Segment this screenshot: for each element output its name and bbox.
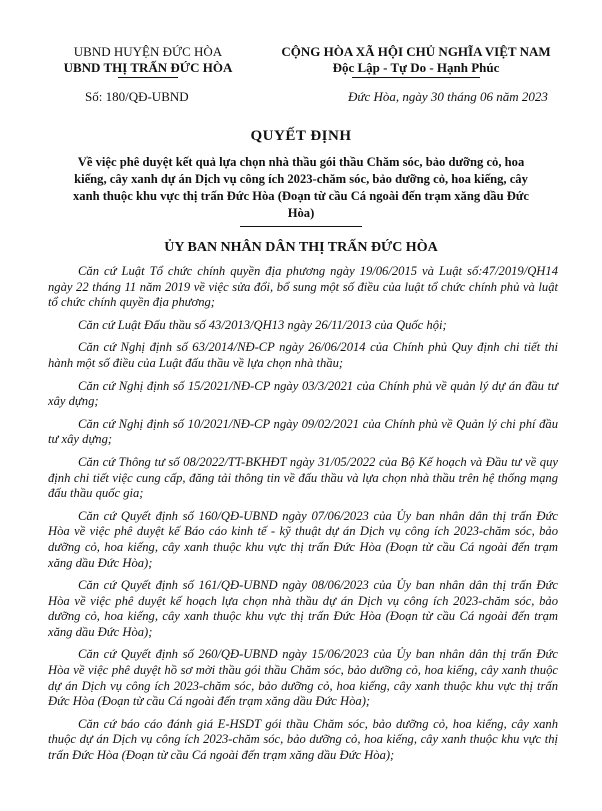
org-line-1: UBND HUYỆN ĐỨC HÒA	[73, 44, 223, 59]
preamble-paragraph: Căn cứ Thông tư số 08/2022/TT-BKHĐT ngày 31/05/2022 của Bộ Kế hoạch và Đầu tư về quy định chi tiết việc cung cấp, đăng tải thông tin về đấu thầu và lựa chọn nhà thầu trên hệ thống mạng đấu thầu quốc gia;	[48, 454, 558, 501]
preamble-paragraph: Căn cứ Nghị định số 15/2021/NĐ-CP ngày 03/3/2021 của Chính phủ về quản lý dự án đầu tư xây dựng;	[48, 378, 558, 409]
national-motto-block	[268, 44, 564, 78]
place-and-date: Đức Hòa, ngày 30 tháng 06 năm 2023	[348, 89, 548, 104]
nation-line-2: Độc Lập - Tự Do - Hạnh Phúc	[332, 60, 500, 75]
preamble-paragraph: Căn cứ Luật Đấu thầu số 43/2013/QH13 ngày 26/11/2013 của Quốc hội;	[78, 317, 447, 332]
document-number: Số: 180/QĐ-UBND	[85, 89, 189, 104]
org-underline	[118, 77, 178, 78]
document-subject: Về việc phê duyệt kết quả lựa chọn nhà thầu gói thầu Chăm sóc, bảo dưỡng cỏ, hoa kiếng, cây xanh dự án Dịch vụ công ích 2023-chăm sóc, bảo dưỡng cỏ, hoa kiếng, cây xanh thuộc khu vực thị trấn Đức Hòa (Đoạn từ cầu Cá ngoài đến trạm xăng dầu Đức Hòa)	[72, 155, 529, 220]
preamble-paragraph: Căn cứ Quyết định số 160/QĐ-UBND ngày 07/06/2023 của Ủy ban nhân dân thị trấn Đức Hòa về việc phê duyệt kế Báo cáo kinh tế - kỹ thuật dự án Dịch vụ công ích 2023-chăm sóc, bảo dưỡng cỏ, hoa kiếng, cây xanh thuộc khu vực thị trấn Đức Hòa (Đoạn từ cầu Cá ngoài đến trạm xăng dầu Đức Hòa);	[48, 508, 558, 570]
preamble-paragraph: Căn cứ Nghị định số 10/2021/NĐ-CP ngày 09/02/2021 của Chính phủ về Quản lý chi phí đầu tư xây dựng;	[48, 416, 558, 447]
subject-underline	[240, 226, 362, 227]
nation-line-1: CỘNG HÒA XÃ HỘI CHỦ NGHĨA VIỆT NAM	[281, 44, 551, 59]
org-line-2: UBND THỊ TRẤN ĐỨC HÒA	[63, 60, 233, 75]
preamble-paragraph: Căn cứ Quyết định số 260/QĐ-UBND ngày 15/06/2023 của Ủy ban nhân dân thị trấn Đức Hòa về việc phê duyệt hồ sơ mời thầu gói thầu Chăm sóc, bảo dưỡng cỏ, hoa kiếng, cây xanh thuộc dự án Dịch vụ công ích 2023-chăm sóc, bảo dưỡng cỏ, hoa kiếng, cây xanh thuộc khu vực thị trấn Đức Hòa (Đoạn từ cầu Cá ngoài đến trạm xăng dầu Đức Hòa);	[48, 647, 558, 709]
issuing-authority-block	[48, 44, 248, 78]
preamble-paragraph: Căn cứ Quyết định số 161/QĐ-UBND ngày 08/06/2023 của Ủy ban nhân dân thị trấn Đức Hòa về việc phê duyệt kế hoạch lựa chọn nhà thầu dự án Dịch vụ công ích 2023-chăm sóc, bảo dưỡng cỏ, hoa kiếng, cây xanh thuộc khu vực thị trấn Đức Hòa (Đoạn từ cầu Cá ngoài đến trạm xăng dầu Đức Hòa);	[48, 578, 558, 639]
preamble-paragraph: Căn cứ báo cáo đánh giá E-HSDT gói thầu Chăm sóc, bảo dưỡng cỏ, hoa kiếng, cây xanh thuộc dự án Dịch vụ công ích 2023-chăm sóc, bảo dưỡng cỏ, hoa kiếng, cây xanh thuộc khu vực thị trấn Đức Hòa (Đoạn từ cầu Cá ngoài đến trạm xăng dầu Đức Hòa);	[48, 716, 558, 763]
authority-heading: ỦY BAN NHÂN DÂN THỊ TRẤN ĐỨC HÒA	[164, 240, 438, 255]
preamble-paragraph: Căn cứ Nghị định số 63/2014/NĐ-CP ngày 26/06/2014 của Chính phủ Quy định chi tiết thi hành một số điều của Luật đấu thầu về lựa chọn nhà thầu;	[48, 340, 558, 370]
preamble-paragraph: Căn cứ Luật Tổ chức chính quyền địa phương ngày 19/06/2015 và Luật số:47/2019/QH14 ngày 22 tháng 11 năm 2019 về việc sửa đổi, bổ sung một số điều của luật tổ chức chính phủ và luật tổ chức chính quyền địa phương;	[48, 264, 558, 310]
motto-underline	[352, 77, 480, 78]
preamble-body	[48, 264, 558, 771]
document-title: QUYẾT ĐỊNH	[250, 128, 352, 144]
